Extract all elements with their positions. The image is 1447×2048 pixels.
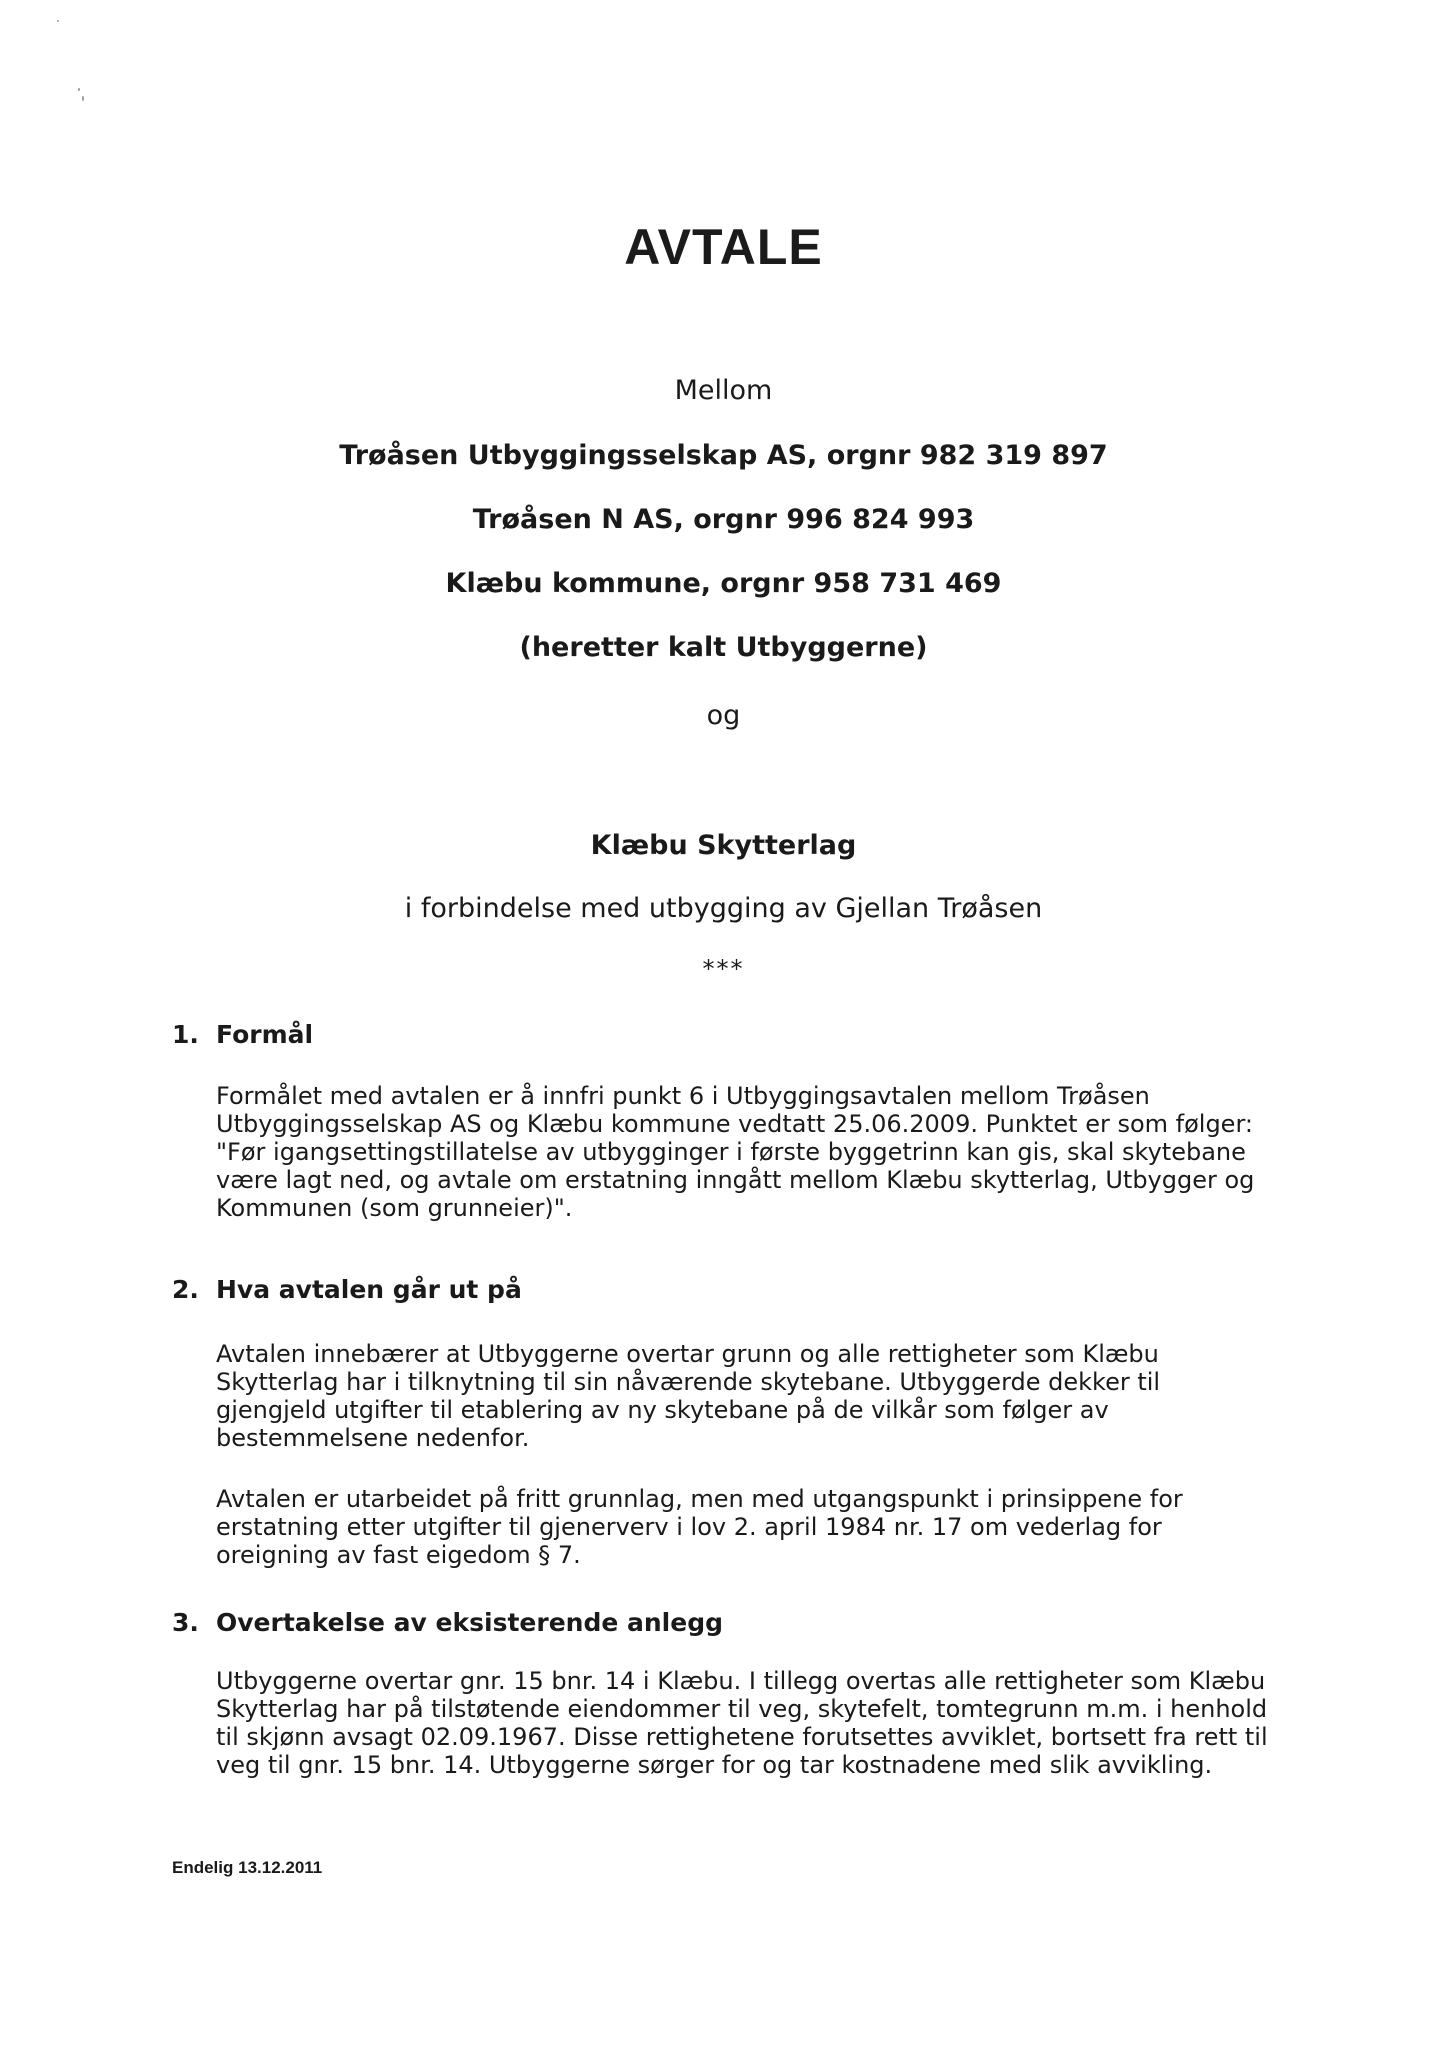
section-title: Hva avtalen går ut på — [216, 1275, 522, 1304]
section-number: 1. — [172, 1020, 199, 1049]
section-paragraph: Formålet med avtalen er å innfri punkt 6 i Utbyggingsavtalen mellom Trøåsen Utbyggingsselskap AS og Klæbu kommune vedtatt 25.06.2009. Punktet er som følger: "Før igangsettingstillatelse av utbygginger i første byggetrinn kan gis, skal skytebane være lagt ned, og avtale om erstatning inngått mellom Klæbu skytterlag, Utbygger og Kommunen (som grunneier)". — [216, 1082, 1255, 1222]
counterparty-name: Klæbu Skytterlag — [590, 830, 857, 861]
section-title: Overtakelse av eksisterende anlegg — [216, 1608, 723, 1637]
section-heading — [172, 1275, 522, 1304]
section-number: 3. — [172, 1608, 199, 1637]
document-title: AVTALE — [624, 219, 823, 275]
agreement-context: i forbindelse med utbygging av Gjellan Trøåsen — [404, 893, 1043, 924]
between-label: Mellom — [674, 375, 773, 406]
scan-speck — [57, 20, 59, 22]
scan-speck — [78, 88, 80, 91]
section-heading — [172, 1020, 313, 1049]
section-paragraph: Avtalen er utarbeidet på fritt grunnlag, men med utgangspunkt i prinsippene for erstatning etter utgifter til gjenerverv i lov 2. april 1984 nr. 17 om vederlag for oreigning av fast eigedom § 7. — [216, 1485, 1183, 1569]
section-paragraph: Utbyggerne overtar gnr. 15 bnr. 14 i Klæbu. I tillegg overtas alle rettigheter som Klæbu Skytterlag har på tilstøtende eiendommer til veg, skytefelt, tomtegrunn m.m. i henhold til skjønn avsagt 02.09.1967. Disse rettighetene forutsettes avviklet, bortsett fra rett til veg til gnr. 15 bnr. 14. Utbyggerne sørger for og tar kostnadene med slik avvikling. — [216, 1667, 1268, 1779]
section-title: Formål — [216, 1020, 314, 1049]
section-number: 2. — [172, 1275, 199, 1304]
party-line: Trøåsen Utbyggingsselskap AS, orgnr 982 319 897 — [339, 440, 1108, 471]
section-heading — [172, 1608, 723, 1637]
party-line: Klæbu kommune, orgnr 958 731 469 — [445, 568, 1002, 599]
scan-speck — [82, 96, 84, 101]
parties-note: (heretter kalt Utbyggerne) — [519, 632, 928, 663]
footer-status: Endelig 13.12.2011 — [172, 1858, 323, 1877]
section-paragraph: Avtalen innebærer at Utbyggerne overtar grunn og alle rettigheter som Klæbu Skytterlag har i tilknytning til sin nåværende skytebane. Utbyggerde dekker til gjengjeld utgifter til etablering av ny skytebane på de vilkår som følger av bestemmelsene nedenfor. — [216, 1340, 1161, 1452]
party-line: Trøåsen N AS, orgnr 996 824 993 — [472, 504, 975, 535]
section-separator: *** — [702, 955, 745, 983]
and-label: og — [706, 700, 741, 731]
